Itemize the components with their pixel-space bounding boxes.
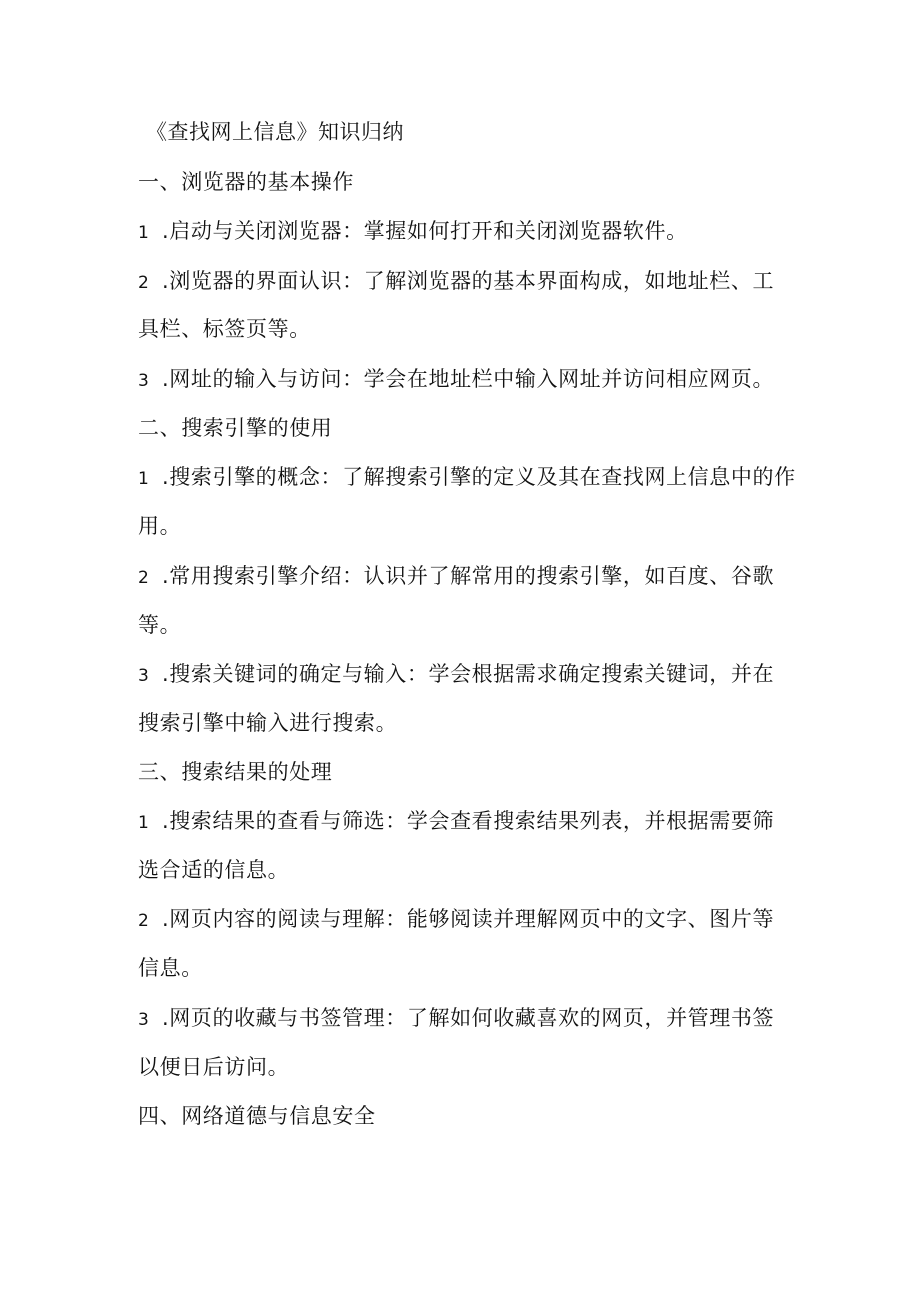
list-item [138,363,774,397]
item-number: 1 [138,469,150,489]
item-number: 3 [138,371,150,391]
list-item [138,560,774,594]
item-number: 3 [138,666,150,686]
section-heading: 二、搜索引擎的使用 [138,416,333,440]
item-text-continued: 等。 [138,613,182,637]
item-text: .常用搜索引擎介绍：认识并了解常用的搜索引擎，如百度、谷歌 [162,564,775,588]
section-heading: 三、搜索结果的处理 [138,760,333,784]
list-item [138,903,774,937]
item-text: .搜索关键词的确定与输入：学会根据需求确定搜索关键词，并在 [162,662,775,686]
item-number: 3 [138,1010,150,1030]
list-item [138,215,688,249]
item-text: .网页内容的阅读与理解：能够阅读并理解网页中的文字、图片等 [162,907,775,931]
item-text-continued: 用。 [138,514,182,538]
item-text: .启动与关闭浏览器：掌握如何打开和关闭浏览器软件。 [162,219,688,243]
item-number: 2 [138,568,150,588]
item-text-continued: 选合适的信息。 [138,858,290,882]
document-title: 《查找网上信息》知识归纳 [146,120,404,144]
list-item [138,805,774,839]
item-text: .浏览器的界面认识：了解浏览器的基本界面构成，如地址栏、工 [162,269,775,293]
item-text: .搜索引擎的概念：了解搜索引擎的定义及其在查找网上信息中的作 [162,465,796,489]
item-number: 2 [138,911,150,931]
item-text: .搜索结果的查看与筛选：学会查看搜索结果列表，并根据需要筛 [162,809,775,833]
list-item [138,658,774,692]
item-text-continued: 信息。 [138,956,203,980]
section-heading: 四、网络道德与信息安全 [138,1104,376,1128]
item-text: .网址的输入与访问：学会在地址栏中输入网址并访问相应网页。 [162,367,775,391]
item-text-continued: 搜索引擎中输入进行搜索。 [138,711,398,735]
list-item [138,461,796,495]
item-text: .网页的收藏与书签管理：了解如何收藏喜欢的网页，并管理书签 [162,1006,775,1030]
item-number: 1 [138,223,150,243]
item-text-continued: 具栏、标签页等。 [138,317,311,341]
list-item [138,1002,774,1036]
section-heading: 一、浏览器的基本操作 [138,170,354,194]
item-text-continued: 以便日后访问。 [138,1055,290,1079]
item-number: 1 [138,813,150,833]
item-number: 2 [138,273,150,293]
list-item [138,265,774,299]
